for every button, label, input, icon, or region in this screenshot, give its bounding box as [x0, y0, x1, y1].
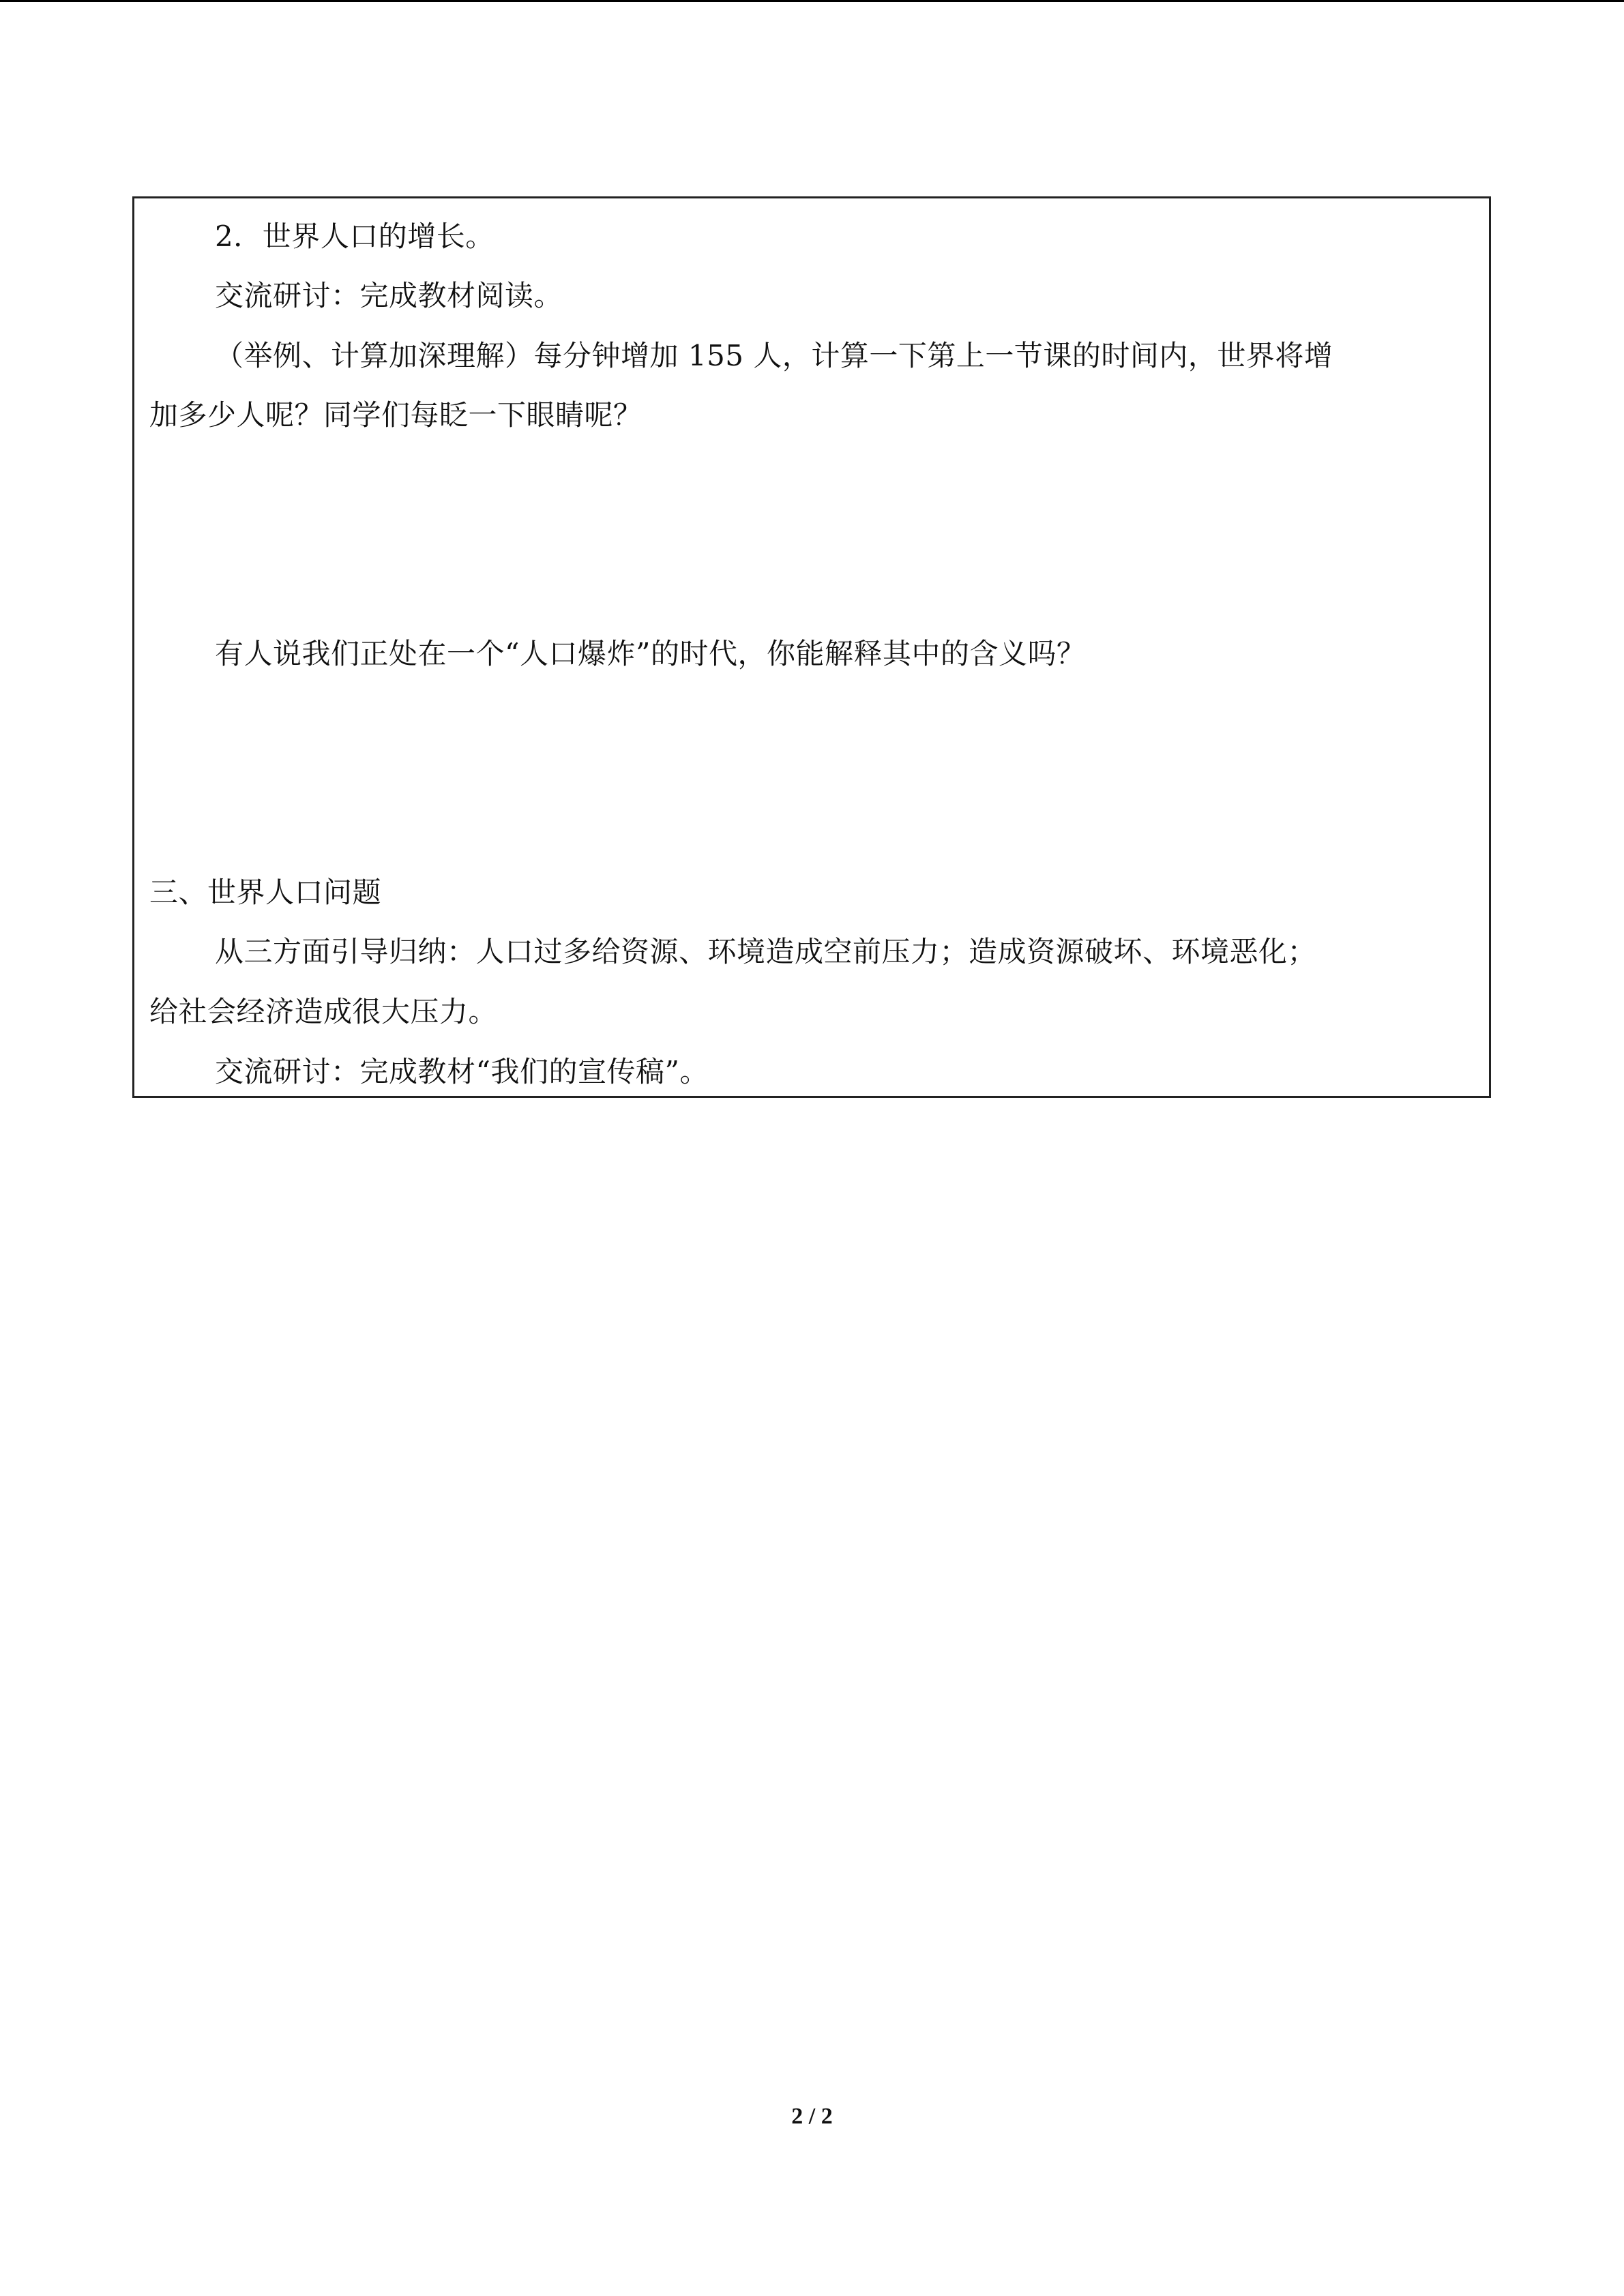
summary-line-1: 从三方面引导归纳：人口过多给资源、环境造成空前压力；造成资源破坏、环境恶化； [215, 935, 1317, 968]
population-explosion-question: 有人说我们正处在一个“人口爆炸”的时代，你能解释其中的含义吗？ [215, 637, 1086, 670]
example-calculation-line-2: 加多少人呢？同学们每眨一下眼睛呢？ [149, 398, 643, 432]
discussion-prompt-poster: 交流研讨：完成教材“我们的宣传稿”。 [215, 1055, 709, 1088]
page-number: 2 / 2 [791, 2104, 833, 2129]
summary-line-2: 给社会经济造成很大压力。 [149, 995, 498, 1028]
section-heading-population-problems: 三、世界人口问题 [149, 876, 382, 909]
lesson-content-box [132, 196, 1491, 1098]
example-calculation-line-1: （举例、计算加深理解）每分钟增加 155 人，计算一下第上一节课的时间内，世界将增 [215, 339, 1333, 372]
section-heading-population-growth: 2．世界人口的增长。 [215, 220, 494, 253]
discussion-prompt-reading: 交流研讨：完成教材阅读。 [215, 279, 563, 312]
top-rule [0, 0, 1624, 2]
